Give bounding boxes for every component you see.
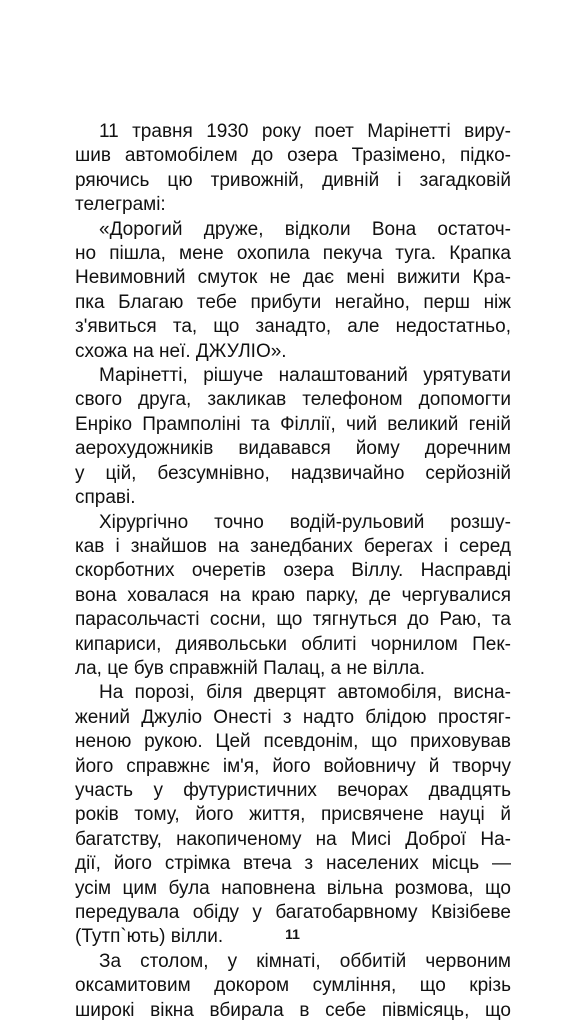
- text-line: (Тутп`ють) вілли.: [75, 926, 224, 948]
- text-line: 11 травня 1930 року поет Марінетті виру-: [99, 121, 511, 142]
- text-line: парасольчасті сосни, що тягнуться до Раю, та: [75, 609, 511, 631]
- text-line: шив автомобілем до озера Тразімено, підко-: [75, 145, 511, 167]
- text-line: свого друга, закликав телефоном допомогти: [75, 389, 511, 411]
- text-line: телеграмі:: [75, 194, 166, 216]
- text-line: Невимовний смуток не дає мені вижити Кра-: [75, 267, 511, 289]
- text-line: у цій, безсумнівно, надзвичайно серйозній: [75, 462, 511, 484]
- text-line: кав і знайшов на занедбаних берегах і серед: [75, 535, 511, 557]
- text-line: його справжнє ім'я, його войовничу й творчу: [75, 755, 511, 777]
- text-line: ла, це був справжній Палац, а не вілла.: [75, 657, 426, 679]
- page-number: 11: [285, 926, 300, 942]
- text-line: На порозі, біля дверцят автомобіля, висна-: [99, 682, 511, 704]
- paragraph: [75, 120, 511, 218]
- text-line: справі.: [75, 487, 136, 509]
- paragraph: [75, 950, 511, 1023]
- text-line: Енріко Прамполіні та Філлії, чий великий геній: [75, 413, 511, 435]
- paragraph: [75, 218, 511, 364]
- page-body: [75, 120, 511, 1023]
- text-line: Хірургічно точно водій-рульовий розшу-: [99, 511, 511, 533]
- paragraph: [75, 681, 511, 949]
- text-line: но пішла, мене охопила пекуча туга. Крапка: [75, 243, 511, 265]
- text-line: неною рукою. Цей псевдонім, що приховував: [75, 731, 511, 753]
- text-line: аерохудожників видавався йому доречним: [75, 438, 511, 460]
- text-line: кипариси, диявольськи облиті чорнилом Пек-: [75, 633, 511, 655]
- text-line: вона ховалася на краю парку, де чергувалися: [75, 584, 511, 606]
- text-line: За столом, у кімнаті, оббитій червоним: [99, 950, 511, 972]
- text-line: «Дорогий друже, відколи Вона остаточ-: [99, 218, 511, 240]
- text-line: участь у футуристичних вечорах двадцять: [75, 779, 511, 801]
- text-line: дії, його стрімка втеча з населених місць —: [75, 853, 511, 875]
- paragraph: [75, 364, 511, 510]
- text-line: широкі вікна вбирала в себе півмісяць, що: [75, 999, 511, 1021]
- text-line: передувала обіду у багатобарвному Квізібеве: [75, 902, 511, 923]
- text-line: схожа на неї. ДЖУЛІО».: [75, 340, 287, 362]
- text-line: усім цим була наповнена вільна розмова, що: [75, 877, 511, 899]
- text-line: з'явиться та, що занадто, але недостатньо,: [75, 316, 511, 338]
- text-line: років тому, його життя, присвячене науці й: [75, 804, 511, 826]
- paragraph: [75, 511, 511, 682]
- text-line: багатству, накопиченому на Мисі Доброї На-: [75, 828, 511, 850]
- text-line: скорботних очеретів озера Віллу. Насправді: [75, 560, 511, 582]
- text-line: жений Джуліо Онесті з надто блідою простяг-: [75, 706, 511, 728]
- text-line: Марінетті, рішуче налаштований урятувати: [99, 365, 511, 387]
- text-line: пка Благаю тебе прибути негайно, перш ніж: [75, 291, 511, 313]
- text-line: ряючись цю тривожній, дивній і загадковій: [75, 169, 511, 191]
- text-line: оксамитовим докором сумління, що крізь: [75, 975, 511, 997]
